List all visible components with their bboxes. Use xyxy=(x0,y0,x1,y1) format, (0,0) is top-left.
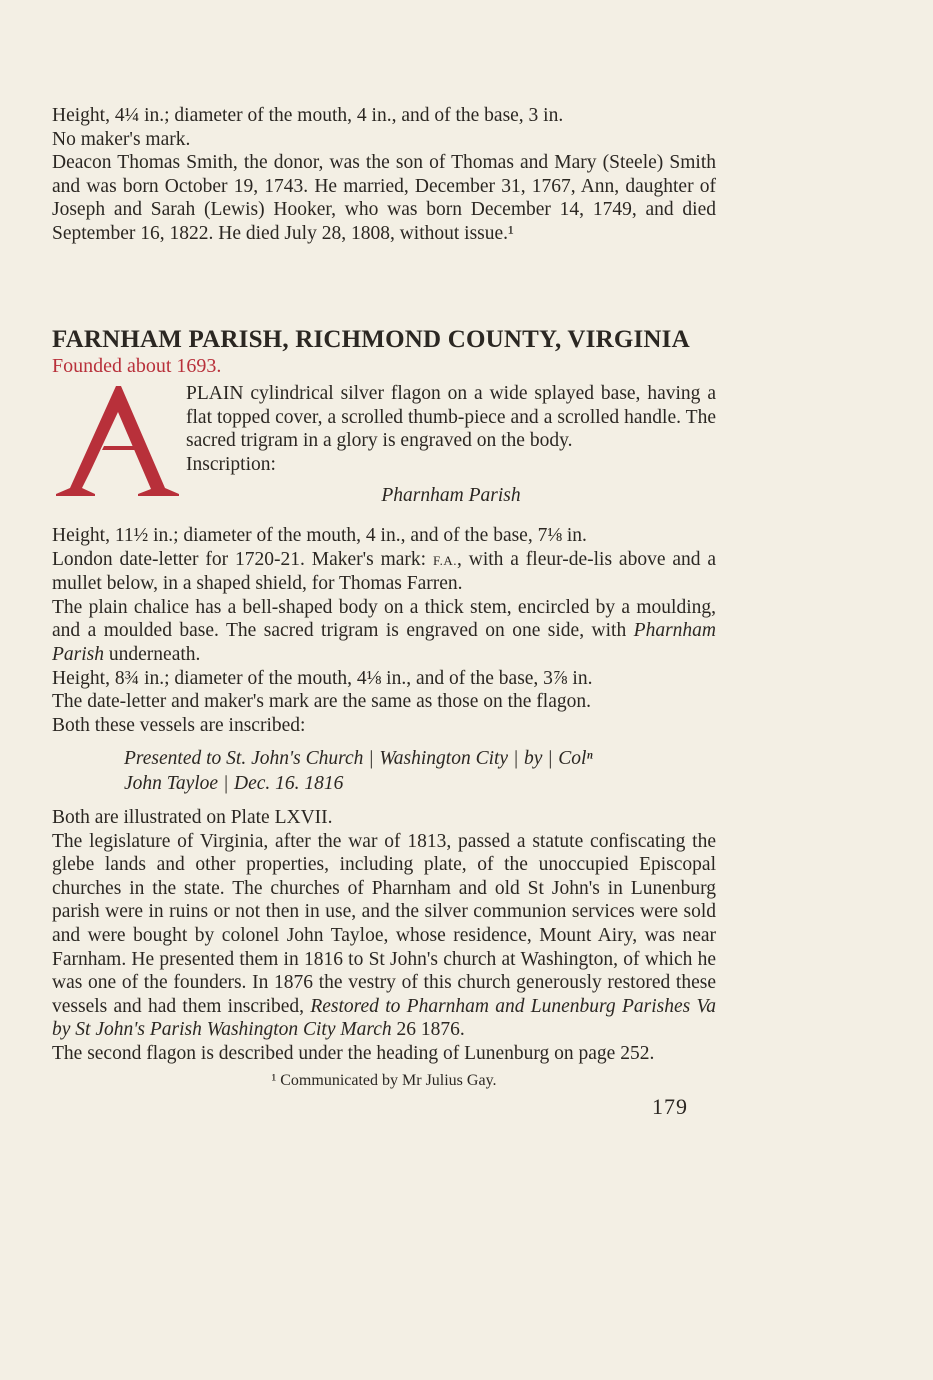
donor-paragraph: Deacon Thomas Smith, the donor, was the son of Thomas and Mary (Steele) Smith and was born October 19, 1743. He married, December 31, 1767, Ann, daughter of Joseph and Sarah (Lewis) Hooker, who was born December 14, 1749, and died September 16, 1822. He died July 28, 1808, without issue.¹ xyxy=(52,152,716,244)
plate-reference: Both are illustrated on Plate LXVII. xyxy=(52,807,333,828)
history-paragraph xyxy=(52,830,716,1042)
inscr-by: by xyxy=(523,748,543,769)
history-italic: Restored to Pharnham and Lunenburg Parishes Va by St John's Parish Washington City March xyxy=(52,995,716,1041)
chalice-a: The plain chalice has a bell-shaped body on a thick stem, encircled by a moulding, and a moulded base. The sacred trigram is engraved on one side, with xyxy=(52,596,716,642)
separator: | xyxy=(514,748,518,769)
inscr-name: John Tayloe xyxy=(124,773,219,794)
history-a: The legislature of Virginia, after the war of 1813, passed a statute confiscating the glebe lands and other properties, including plate, of the unoccupied Episcopal churches in the state. The churches of Pharnham and old St John's in Lunenburg parish were in ruins or not then in use, and the silver communion services were sold and were bought by colonel John Tayloe, whose residence, Mount Airy, was near Farnham. He presented them in 1816 to St John's church at Washington, of which he was one of the founders. In 1876 the vestry of this church generously restored these vessels and had them inscribed, xyxy=(52,830,716,1017)
both-inscribed: Both these vessels are inscribed: xyxy=(52,714,306,736)
section-header xyxy=(52,326,716,378)
chalice-paragraph xyxy=(52,596,716,667)
section-heading: FARNHAM PARISH, RICHMOND COUNTY, VIRGINIA xyxy=(52,326,690,353)
makers-mark-initials: F.A. xyxy=(432,552,458,568)
flagon-height: Height, 11½ in.; diameter of the mouth, 4 in., and of the base, 7⅛ in. xyxy=(52,525,587,546)
inscription-line-1 xyxy=(52,746,716,771)
makers-mark-line: No maker's mark. xyxy=(52,128,191,150)
second-flagon: The second flagon is described under the heading of Lunenburg on page 252. xyxy=(52,1042,655,1064)
vessel-details xyxy=(52,524,716,737)
top-section xyxy=(52,104,716,246)
measure-line: Height, 4¼ in.; diameter of the mouth, 4 in., and of the base, 3 in. xyxy=(52,105,564,126)
inscr-church: Presented to St. John's Church xyxy=(124,748,364,769)
separator: | xyxy=(548,748,553,769)
founded-line: Founded about 1693. xyxy=(52,355,222,377)
chalice-height: Height, 8¾ in.; diameter of the mouth, 4⅛ in., and of the base, 3⅞ in. xyxy=(52,667,593,689)
page-number: 179 xyxy=(652,1094,688,1119)
separator: | xyxy=(224,773,228,794)
inscription-label: Inscription: xyxy=(186,453,276,475)
chalice-italic: Pharnham Parish xyxy=(52,620,716,665)
same-marks: The date-letter and maker's mark are the same as those on the flagon. xyxy=(52,691,592,713)
inscription-line-2 xyxy=(52,771,716,796)
chalice-b: underneath. xyxy=(104,643,201,665)
presentation-inscription xyxy=(52,746,716,796)
flagon-mark-a: London date-letter for 1720-21. Maker's mark: xyxy=(52,548,433,570)
flagon-mark xyxy=(52,548,716,596)
flagon-description xyxy=(52,382,716,508)
footnote: ¹ Communicated by Mr Julius Gay. xyxy=(271,1072,497,1089)
separator: | xyxy=(369,748,374,769)
inscr-colonel: Colⁿ xyxy=(558,748,593,769)
inscr-date: Dec. 16. 1816 xyxy=(233,773,344,794)
history-section xyxy=(52,806,716,1066)
flagon-mark-b: , with a fleur-de-lis above and a mullet below, in a shaped shield, for Thomas Farren. xyxy=(52,548,716,595)
flagon-paragraph: PLAIN cylindrical silver flagon on a wide splayed base, having a flat topped cover, a scrolled thumb-piece and a scrolled handle. The sacred trigram in a glory is engraved on the body. xyxy=(186,383,716,452)
flagon-inscription: Pharnham Parish xyxy=(381,485,521,507)
inscr-city: Washington City xyxy=(379,748,509,769)
history-b: 26 1876. xyxy=(391,1019,465,1041)
